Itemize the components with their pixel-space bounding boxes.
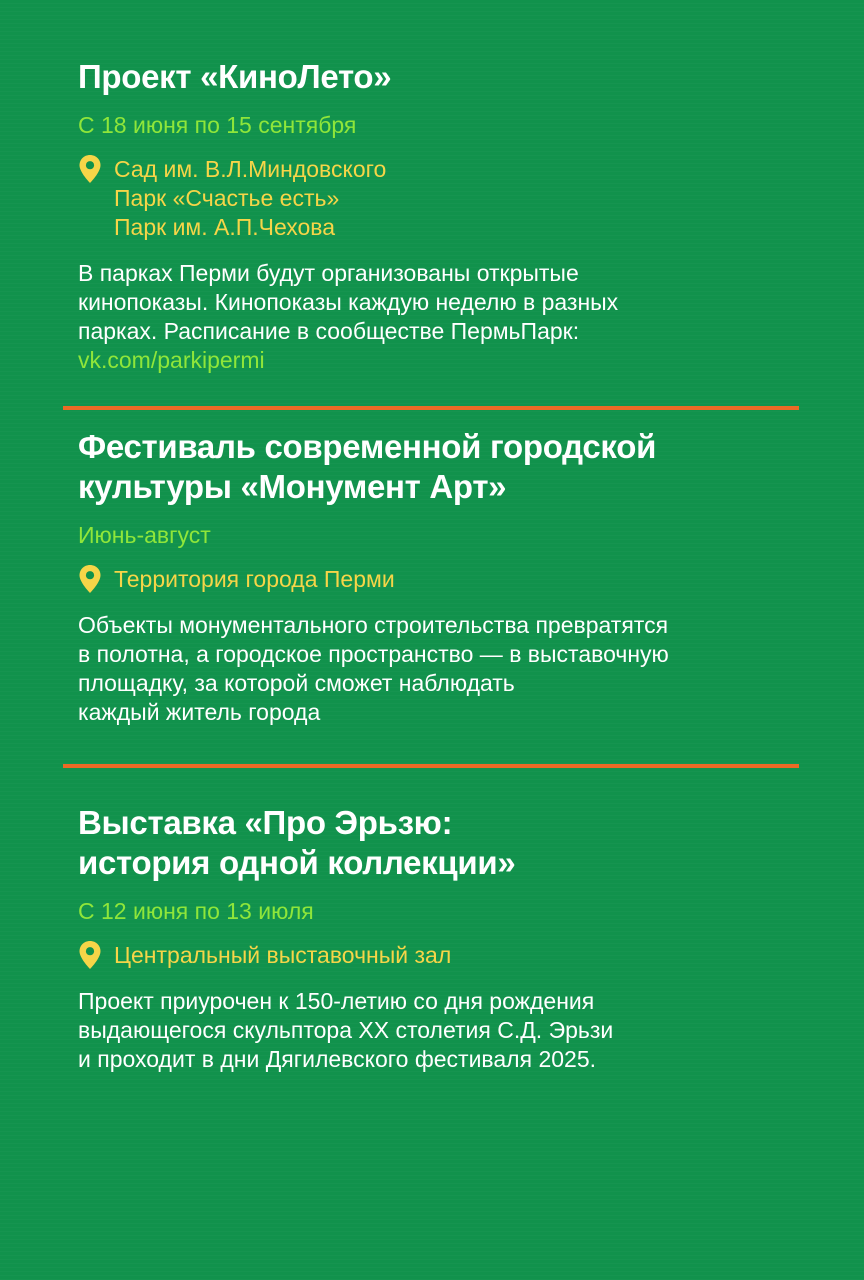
event-description-line: В парках Перми будут организованы открытые [78, 260, 579, 286]
event-monument-art [78, 427, 798, 727]
event-place: Парк «Счастье есть» [114, 185, 340, 211]
section-divider [63, 764, 799, 768]
event-description [78, 987, 798, 1074]
event-erzya-exhibition [78, 803, 798, 1074]
event-title-line: Проект «КиноЛето» [78, 58, 392, 95]
map-pin-icon [78, 564, 102, 594]
event-places [114, 941, 451, 970]
event-title [78, 803, 798, 883]
event-location [78, 565, 798, 594]
map-pin-icon [78, 940, 102, 970]
event-kinoleto [78, 57, 798, 375]
event-title-line: Выставка «Про Эрьзю: [78, 804, 453, 841]
event-description [78, 259, 798, 375]
event-place: Парк им. А.П.Чехова [114, 214, 336, 240]
event-description-line: площадку, за которой сможет наблюдать [78, 670, 515, 696]
event-date: Июнь-август [78, 522, 211, 548]
event-description-line: парках. Расписание в сообществе ПермьПарк: [78, 318, 580, 344]
event-description-line: Проект приурочен к 150-летию со дня рождения [78, 988, 595, 1014]
event-title-line: история одной коллекции» [78, 844, 516, 881]
event-title [78, 57, 798, 97]
event-title [78, 427, 798, 507]
event-location [78, 941, 798, 970]
event-place: Сад им. В.Л.Миндовского [114, 156, 387, 182]
event-description [78, 611, 798, 727]
event-description-line: в полотна, а городское пространство — в выставочную [78, 641, 669, 667]
event-place: Центральный выставочный зал [114, 942, 452, 968]
event-description-line: кинопоказы. Кинопоказы каждую неделю в разных [78, 289, 619, 315]
event-places [114, 565, 395, 594]
event-description-line: выдающегося скульптора XX столетия С.Д. Эрьзи [78, 1017, 614, 1043]
event-location [78, 155, 798, 242]
event-date: С 18 июня по 15 сентября [78, 112, 357, 138]
map-pin-icon [78, 154, 102, 184]
event-title-line: культуры «Монумент Арт» [78, 468, 507, 505]
section-divider [63, 406, 799, 410]
event-description-line: и проходит в дни Дягилевского фестиваля 2025. [78, 1046, 596, 1072]
event-description-line: Объекты монументального строительства превратятся [78, 612, 669, 638]
event-place: Территория города Перми [114, 566, 395, 592]
community-link[interactable]: vk.com/parkipermi [78, 347, 265, 373]
event-date: С 12 июня по 13 июля [78, 898, 314, 924]
event-title-line: Фестиваль современной городской [78, 428, 657, 465]
event-description-line: каждый житель города [78, 699, 321, 725]
event-places [114, 155, 386, 242]
